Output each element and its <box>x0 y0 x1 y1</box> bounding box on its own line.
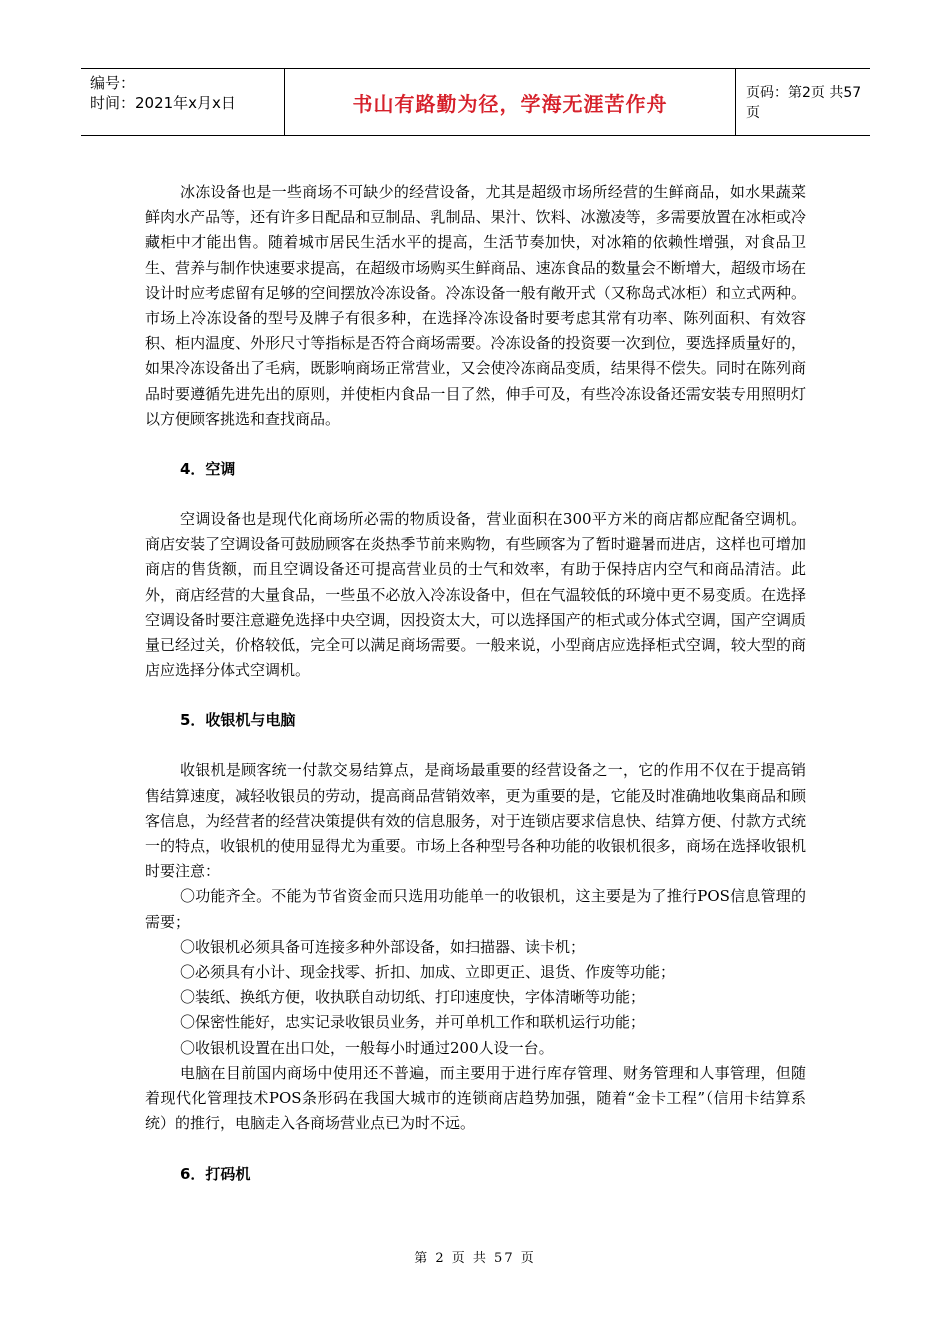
section-heading-label-printer: 6．打码机 <box>180 1164 251 1183</box>
spacer <box>145 1137 806 1162</box>
document-body <box>145 180 806 1187</box>
spacer <box>145 683 806 708</box>
list-item: 〇功能齐全。不能为节省资金而只选用功能单一的收银机，这主要是为了推行POS信息管理的需要； <box>145 887 806 931</box>
paragraph-computers: 电脑在目前国内商场中使用还不普遍，而主要用于进行库存管理、财务管理和人事管理，但随着现代化管理技术POS条形码在我国大城市的连锁商店趋势加强，随着“金卡工程”（信用卡结算系统）的推行，电脑走入各商场营业点已为时不远。 <box>145 1063 806 1133</box>
list-item: 〇收银机设置在出口处，一般每小时通过200人设一台。 <box>180 1038 554 1057</box>
section-heading-air-conditioning: 4．空调 <box>180 460 236 479</box>
time-label: 时间：2021年x月x日 <box>90 94 236 112</box>
header-page-info: 页码：第2页 共57页 <box>746 85 862 121</box>
header-meta <box>81 69 284 135</box>
list-item: 〇必须具有小计、现金找零、折扣、加成、立即更正、退货、作废等功能； <box>180 963 676 982</box>
list-item: 〇保密性能好，忠实记录收银员业务，并可单机工作和联机运行功能； <box>180 1013 646 1032</box>
list-item: 〇收银机必须具备可连接多种外部设备，如扫描器、读卡机； <box>180 937 586 956</box>
spacer <box>145 482 806 507</box>
motto-text: 书山有路勤为径，学海无涯苦作舟 <box>352 91 668 116</box>
paragraph-freezer: 冰冻设备也是一些商场不可缺少的经营设备，尤其是超级市场所经营的生鲜商品，如水果蔬菜鲜肉水产品等，还有许多日配品和豆制品、乳制品、果汁、饮料、冰激凌等，多需要放置在冰柜或冷藏柜中才能出售。随着城市居民生活水平的提高，生活节奏加快，对冰箱的依赖性增强，对食品卫生、营养与制作快速要求提高，在超级市场购买生鲜商品、速冻食品的数量会不断增大，超级市场在设计时应考虑留有足够的空间摆放冷冻设备。冷冻设备一般有敞开式（又称岛式冰柜）和立式两种。市场上冷冻设备的型号及牌子有很多种，在选择冷冻设备时要考虑其常有功率、陈列面积、有效容积、柜内温度、外形尺寸等指标是否符合商场需要。冷冻设备的投资要一次到位，要选择质量好的，如果冷冻设备出了毛病，既影响商场正常营业，又会使冷冻商品变质，结果得不偿失。同时在陈列商品时要遵循先进先出的原则，并使柜内食品一目了然，伸手可及，有些冷冻设备还需安装专用照明灯以方便顾客挑选和查找商品。 <box>145 183 806 428</box>
paragraph-cash-register: 收银机是顾客统一付款交易结算点，是商场最重要的经营设备之一，它的作用不仅在于提高销售结算速度，减轻收银员的劳动，提高商品营销效率，更为重要的是，它能及时准确地收集商品和顾客信息，为经营者的经营决策提供有效的信息服务，对于连锁店要求信息快、结算方便、付款方式统一的特点，收银机的使用显得尤为重要。市场上各种型号各种功能的收银机很多，商场在选择收银机时要注意： <box>145 761 806 881</box>
page-footer: 第 2 页 共 57 页 <box>414 1251 536 1266</box>
paragraph-air-conditioning: 空调设备也是现代化商场所必需的物质设备，营业面积在300平方米的商店都应配备空调机。商店安装了空调设备可鼓励顾客在炎热季节前来购物，有些顾客为了暂时避暑而进店，这样也可增加商店的售货额，而且空调设备还可提高营业员的士气和效率，有助于保持店内空气和商品清洁。此外，商店经营的大量食品，一些虽不必放入冷冻设备中，但在气温较低的环境中更不易变质。在选择空调设备时要注意避免选择中央空调，因投资太大，可以选择国产的柜式或分体式空调，国产空调质量已经过关，价格较低，完全可以满足商场需要。一般来说，小型商店应选择柜式空调，较大型的商店应选择分体式空调机。 <box>145 510 806 680</box>
list-item: 〇装纸、换纸方便，收执联自动切纸、打印速度快，字体清晰等功能； <box>180 988 646 1007</box>
number-label: 编号： <box>90 74 136 92</box>
document-header <box>81 68 870 136</box>
spacer <box>145 733 806 758</box>
header-motto-cell <box>284 69 736 135</box>
section-heading-cash-register: 5．收银机与电脑 <box>180 711 296 730</box>
spacer <box>145 432 806 457</box>
